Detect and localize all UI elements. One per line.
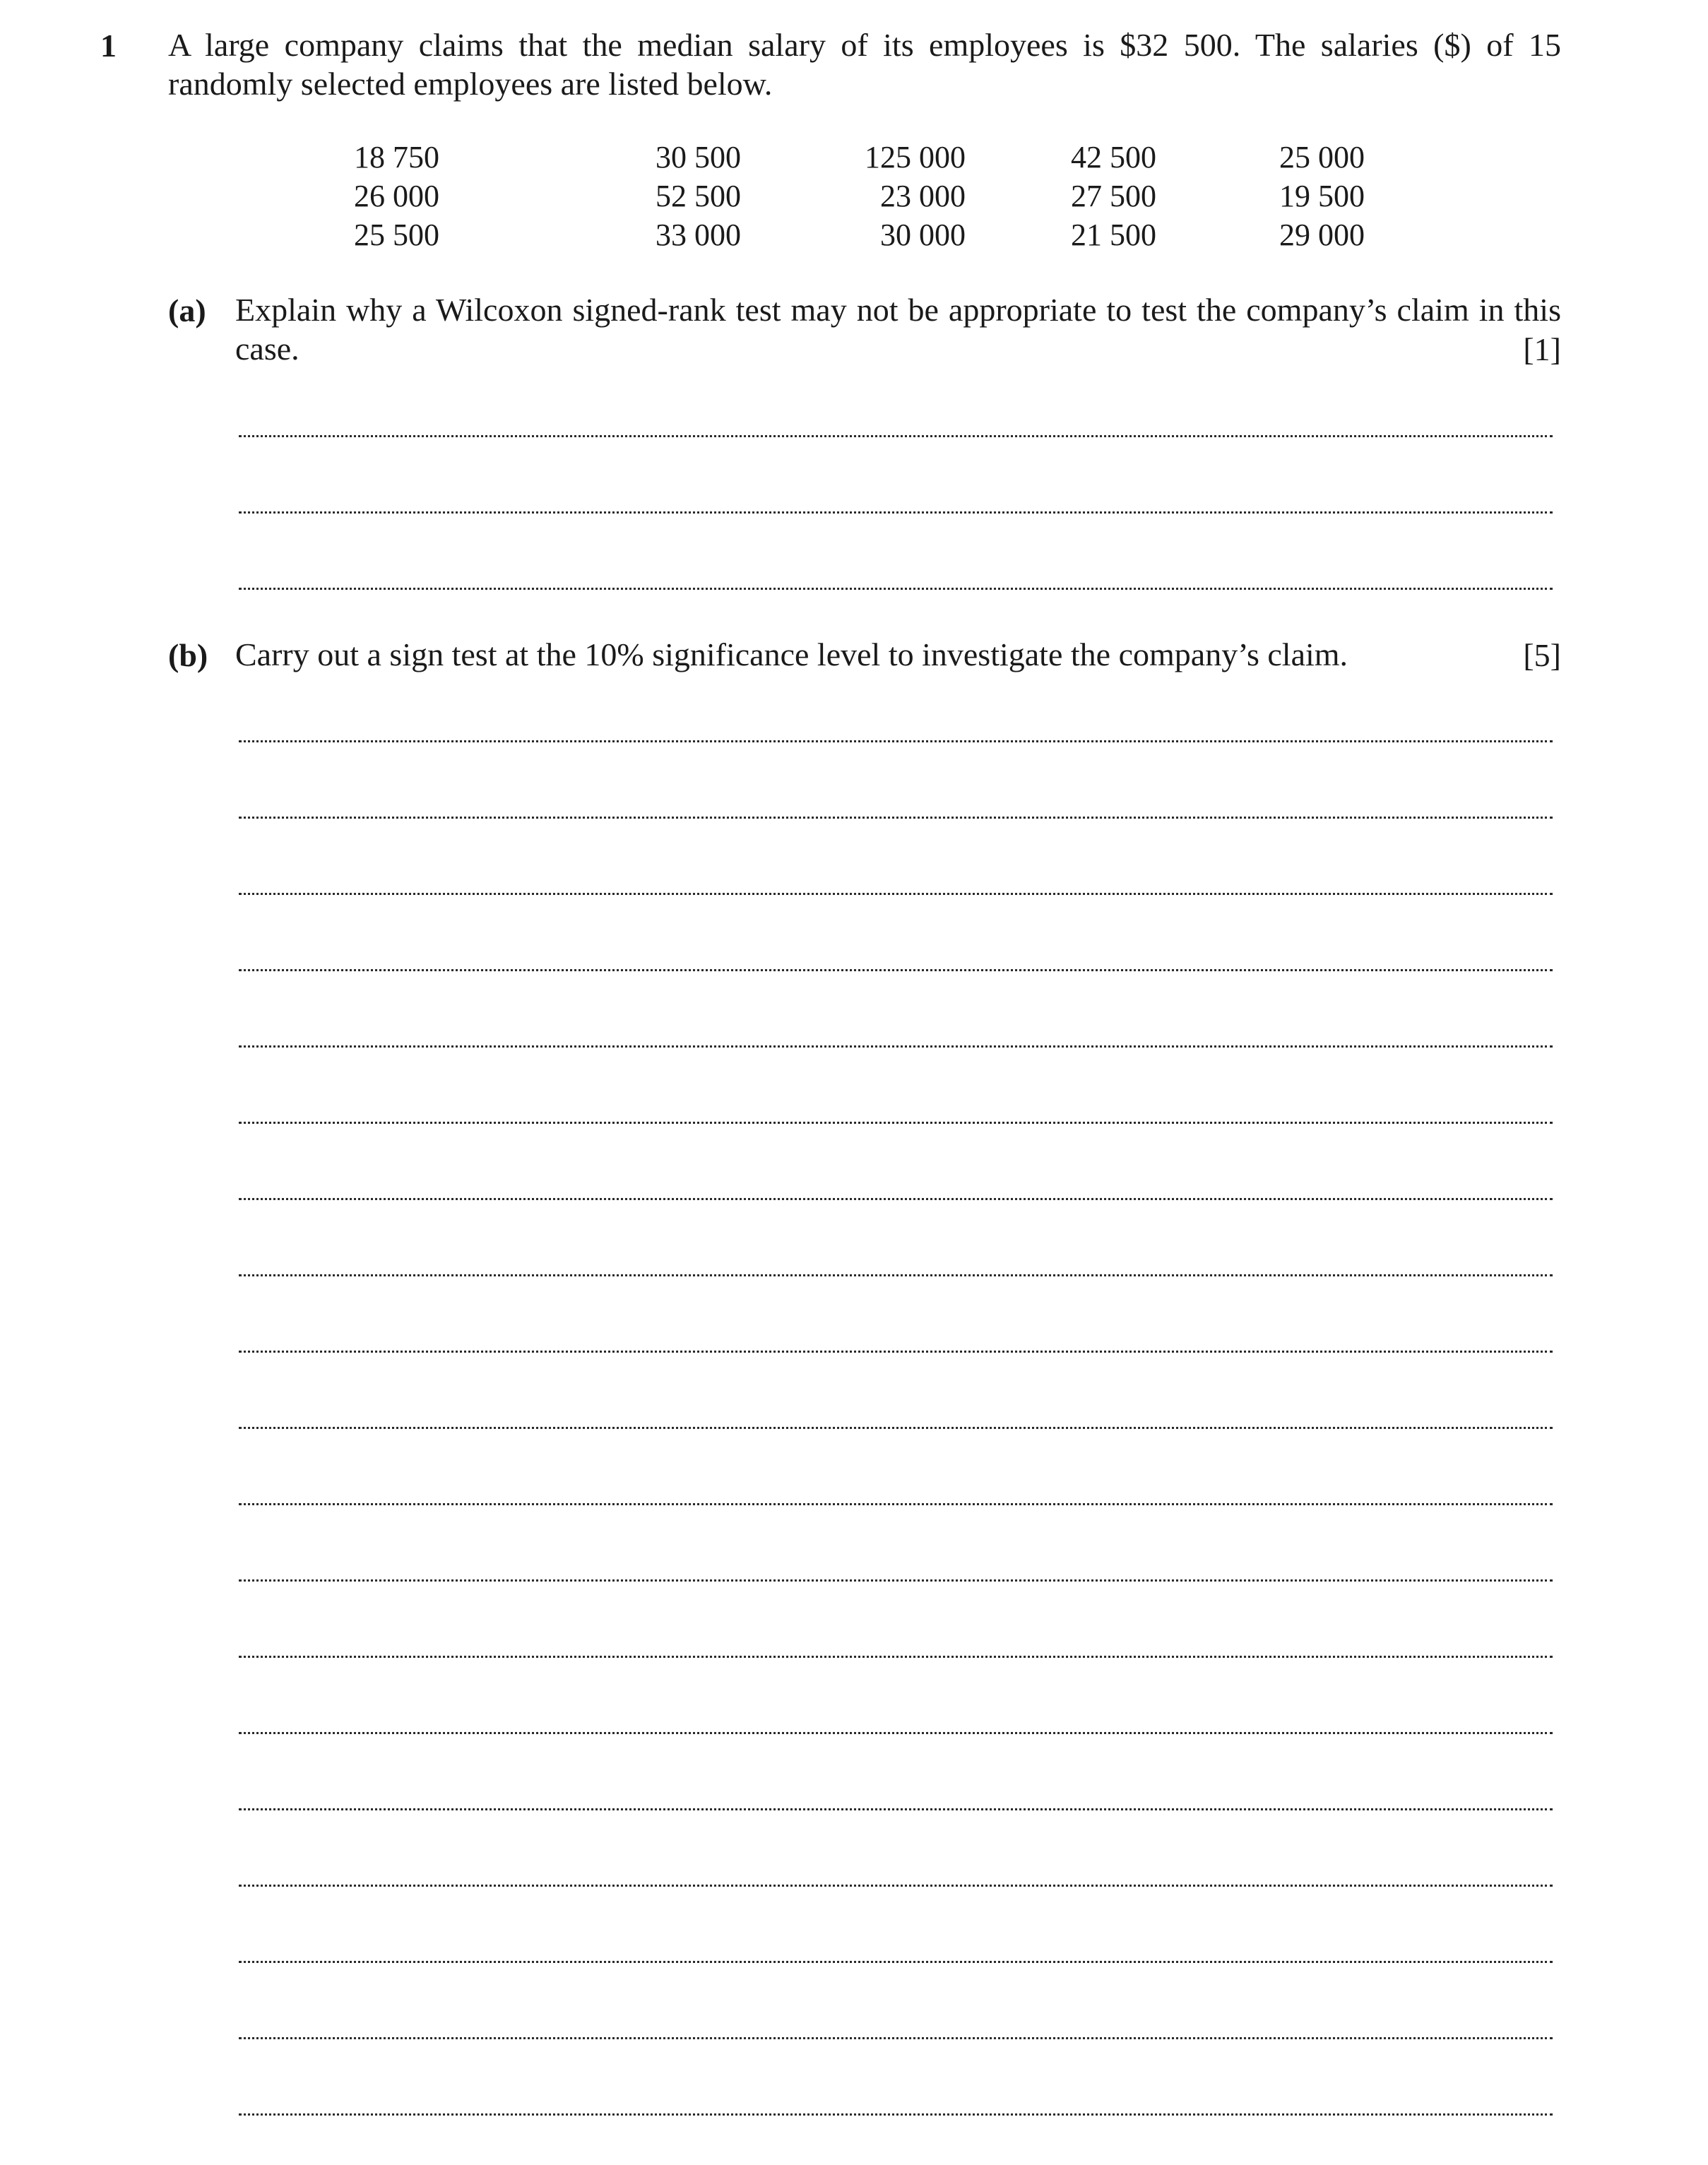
- salary-cell: 21 500: [1071, 218, 1156, 252]
- answer-line[interactable]: [239, 969, 1553, 971]
- answer-line[interactable]: [239, 2113, 1553, 2116]
- answer-line[interactable]: [239, 1656, 1553, 1658]
- salary-cell: 23 000: [880, 179, 966, 213]
- answer-line[interactable]: [239, 1351, 1553, 1353]
- part-a-marks: [1]: [1523, 331, 1561, 367]
- part-b-marks: [5]: [1523, 637, 1561, 673]
- salary-table: [346, 138, 1365, 254]
- answer-line[interactable]: [239, 1961, 1553, 1963]
- part-a-label: (a): [168, 292, 206, 328]
- answer-line[interactable]: [239, 1579, 1553, 1582]
- answer-line[interactable]: [239, 1885, 1553, 1887]
- answer-line[interactable]: [239, 1198, 1553, 1200]
- answer-line[interactable]: [239, 435, 1553, 437]
- answer-line[interactable]: [239, 817, 1553, 819]
- answer-line[interactable]: [239, 1274, 1553, 1276]
- answer-line[interactable]: [239, 1808, 1553, 1810]
- salary-cell: 30 000: [880, 218, 966, 252]
- answer-line[interactable]: [239, 2037, 1553, 2039]
- answer-line[interactable]: [239, 1503, 1553, 1505]
- answer-line[interactable]: [239, 893, 1553, 895]
- part-b-text: Carry out a sign test at the 10% significance level to investigate the company’s claim.: [235, 636, 1348, 672]
- salary-cell: 19 500: [1279, 179, 1365, 213]
- answer-line[interactable]: [239, 740, 1553, 742]
- answer-line[interactable]: [239, 511, 1553, 514]
- answer-line[interactable]: [239, 1045, 1553, 1048]
- part-a-text: Explain why a Wilcoxon signed-rank test may not be appropriate to test the company’s claim in this case.: [235, 292, 1561, 367]
- salary-cell: 33 000: [656, 218, 741, 252]
- salary-row: [346, 215, 1365, 254]
- salary-row: [346, 177, 1365, 215]
- salary-cell: 25 500: [354, 218, 439, 252]
- part-b-label: (b): [168, 637, 208, 673]
- salary-cell: 52 500: [656, 179, 741, 213]
- question-intro: A large company claims that the median salary of its employees is $32 500. The salaries ($) of 15 randomly selected employees are listed below.: [168, 27, 1561, 102]
- salary-cell: 42 500: [1071, 140, 1156, 174]
- salary-cell: 29 000: [1279, 218, 1365, 252]
- answer-line[interactable]: [239, 1427, 1553, 1429]
- salary-cell: 27 500: [1071, 179, 1156, 213]
- salary-cell: 26 000: [354, 179, 439, 213]
- salary-cell: 25 000: [1279, 140, 1365, 174]
- answer-line[interactable]: [239, 1122, 1553, 1124]
- salary-cell: 30 500: [656, 140, 741, 174]
- salary-row: [346, 138, 1365, 177]
- salary-cell: 125 000: [865, 140, 966, 174]
- question-number: 1: [100, 28, 117, 64]
- salary-cell: 18 750: [354, 140, 439, 174]
- answer-line[interactable]: [239, 1732, 1553, 1734]
- answer-line[interactable]: [239, 588, 1553, 590]
